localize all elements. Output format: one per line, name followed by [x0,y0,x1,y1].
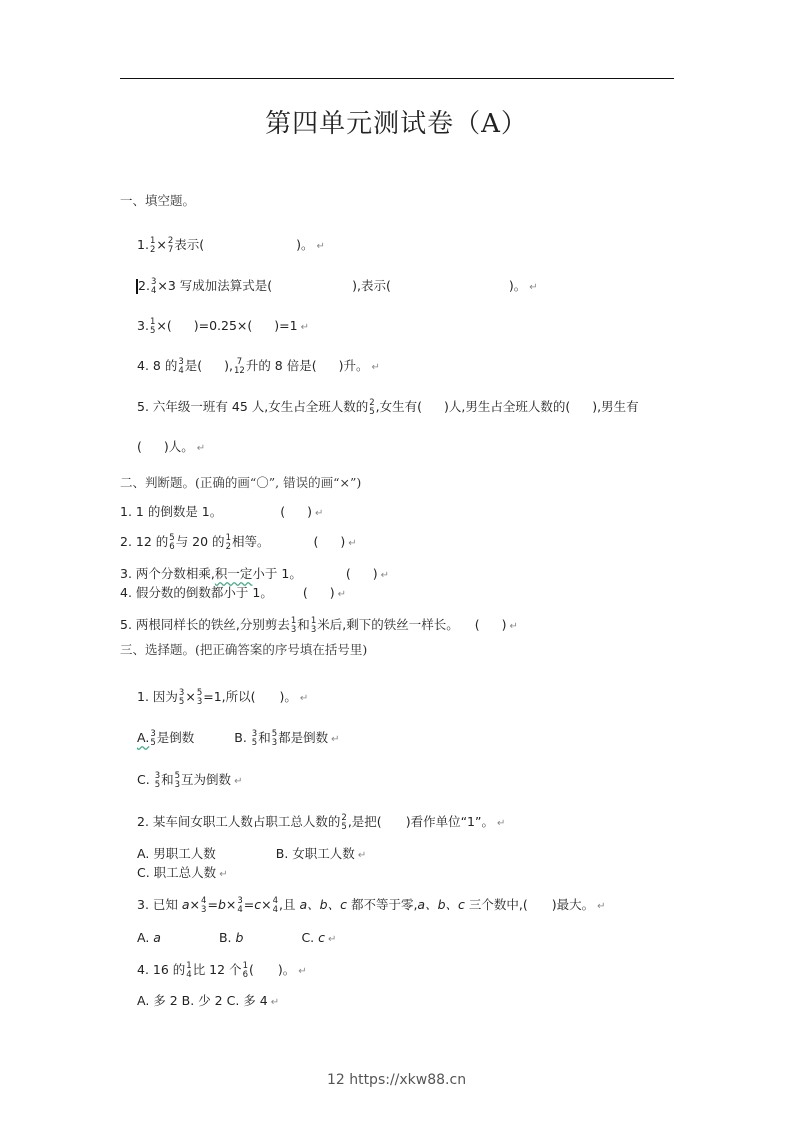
option-b[interactable]: B. 3 5 和 5 3 都是倒数 [234,728,329,748]
s3-q3-options [137,929,336,949]
fraction: 2 5 [369,397,375,417]
option-c[interactable]: C. 职工总人数 [137,865,217,880]
return-mark-icon: ↵ [219,869,228,880]
option-a[interactable]: A. 3 5 是倒数 [137,728,195,748]
s2-question-4: 4. 假分数的倒数都小于 1。 ( ) ↵ [120,585,346,600]
option-a[interactable]: A. a [137,930,161,945]
return-mark-icon: ↵ [270,997,280,1008]
s3-q2-option-c [137,864,228,884]
return-mark-icon: ↵ [380,570,389,581]
s3-q2-options-ab [137,845,366,865]
fraction: 5 6 [169,532,175,552]
fraction: 1 3 [290,615,297,635]
return-mark-icon: ↵ [196,443,206,454]
return-mark-icon: ↵ [337,589,346,600]
fraction: 5 3 [174,770,181,790]
s3-q4-options [137,992,279,1012]
s2-question-1: 1. 1 的倒数是 1。 ( ) ↵ [120,504,324,519]
fraction: 5 3 [196,687,203,707]
fraction: 1 2 [225,532,231,552]
return-mark-icon: ↵ [371,362,380,373]
option-b[interactable]: B. 女职工人数 [275,846,355,861]
return-mark-icon: ↵ [529,282,538,293]
fraction: 1 3 [310,615,317,635]
fraction: 3 5 [251,728,258,748]
return-mark-icon: ↵ [300,322,309,333]
s1-question-4: 4. 8 的 3 4 是( ), 7 12 升的 8 倍是( )升。 ↵ [137,356,380,376]
s3-question-2: 2. 某车间女职工人数占职工总人数的 2 5 ,是把( )看作单位“1”。 ↵ [137,812,506,832]
fraction: 3 4 [178,356,184,376]
return-mark-icon: ↵ [331,734,340,745]
return-mark-icon: ↵ [298,966,307,977]
fraction: 7 12 [234,356,245,376]
return-mark-icon: ↵ [496,818,506,829]
s2-question-3: 3. 两个分数相乘,积一定小于 1。 ( ) ↵ [120,566,389,581]
return-mark-icon: ↵ [597,901,606,912]
fraction: 4 3 [201,895,207,915]
return-mark-icon: ↵ [348,538,357,549]
fraction: 2 7 [167,235,174,255]
page-title: 第四单元测试卷（A） [265,109,528,139]
fraction: 1 4 [186,960,192,980]
fraction: 3 5 [178,687,185,707]
s1-question-5: 5. 六年级一班有 45 人,女生占全班人数的 2 5 ,女生有( )人,男生占全班人数的( ),男生有 [137,397,639,417]
return-mark-icon: ↵ [315,508,324,519]
s3-question-3: 3. 已知 a× 4 3 =b× 3 4 =c× 4 4 ,且 a、b、c 都不等于零,a、b、c 三个数中,( )最大。 ↵ [137,895,606,915]
fraction: 1 6 [242,960,248,980]
header-rule [120,78,674,79]
s1-question-5-cont: ( )人。 ↵ [137,439,206,454]
fraction: 3 5 [154,770,161,790]
return-mark-icon: ↵ [299,693,309,704]
return-mark-icon: ↵ [234,776,243,787]
option-b[interactable]: B. b [218,930,244,945]
return-mark-icon: ↵ [328,934,337,945]
fraction: 5 3 [271,728,278,748]
s3-question-4: 4. 16 的 1 4 比 12 个 1 6 ( )。 ↵ [137,960,307,980]
fraction: 1 2 [149,235,156,255]
s2-question-2: 2. 12 的 5 6 与 20 的 1 2 相等。 ( ) ↵ [120,532,357,552]
fraction: 1 5 [149,316,156,336]
section-1-heading: 一、填空题。 [120,193,196,208]
options-text[interactable]: A. 多 2 B. 少 2 C. 多 4 [137,993,268,1008]
return-mark-icon: ↵ [357,850,367,861]
fraction: 3 4 [237,895,243,915]
s3-q1-options-ab [137,729,340,749]
s2-question-5: 5. 两根同样长的铁丝,分别剪去 1 3 和 1 3 米后,剩下的铁丝一样长。 ( ) ↵ [120,615,518,635]
option-c[interactable]: C. c [301,930,326,945]
fraction: 3 4 [150,276,157,296]
question-text: 表示( [174,237,205,252]
s1-question-1: 1. 1 2 × 2 7 表示( )。 ↵ [137,235,325,255]
return-mark-icon: ↵ [316,241,325,252]
s3-q1-option-c[interactable]: C. 3 5 和 5 3 互为倒数 ↵ [137,770,243,790]
fraction: 2 5 [341,812,347,832]
s3-question-1: 1. 因为 3 5 × 5 3 =1,所以( )。 ↵ [137,687,309,707]
option-a[interactable]: A. 男职工人数 [137,846,216,861]
s1-question-2: 2. 3 4 ×3 写成加法算式是( ),表示( )。 ↵ [138,276,538,296]
section-3-heading: 三、选择题。(把正确答案的序号填在括号里) [120,642,368,657]
s1-question-3: 3. 1 5 ×( )=0.25×( )=1 ↵ [137,316,309,336]
page-footer: 12 https://xkw88.cn [326,1072,467,1088]
section-2-heading: 二、判断题。(正确的画“〇”, 错误的画“×”) [120,475,362,490]
fraction: 4 4 [272,895,279,915]
return-mark-icon: ↵ [509,621,518,632]
grammar-squiggle: 积一定 [214,566,253,581]
fraction: 3 5 [150,728,156,748]
